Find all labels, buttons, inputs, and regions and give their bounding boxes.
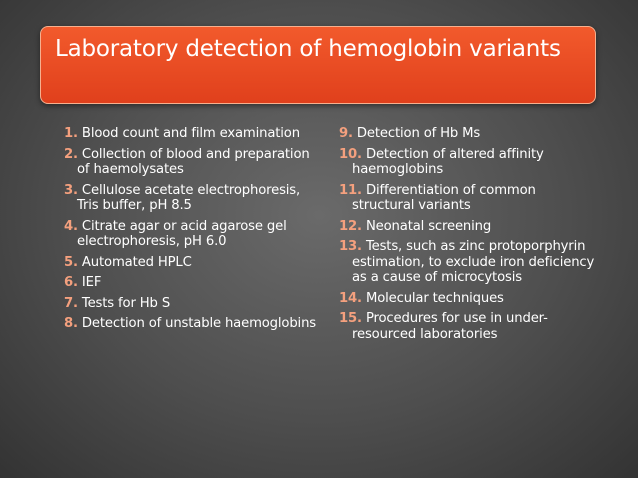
item-text: Detection of unstable haemoglobins [77, 316, 317, 331]
item-text: Detection of altered affinity haemoglobins [352, 146, 544, 177]
item-text: Automated HPLC [77, 254, 192, 270]
title-box [40, 26, 596, 104]
item-text: Differentiation of common structural variants [352, 182, 536, 213]
item-text: Cellulose acetate electrophoresis, Tris buffer, pH 8.5 [77, 182, 301, 213]
list-item [64, 147, 322, 178]
list-item [64, 219, 322, 250]
list-item [339, 291, 601, 307]
left-column [64, 126, 322, 337]
item-text: Citrate agar or acid agarose gel electrophoresis, pH 6.0 [77, 218, 287, 249]
item-number: 2. [64, 146, 78, 162]
item-text: Blood count and film examination [77, 126, 300, 141]
list-item [339, 183, 601, 214]
list-item [64, 255, 322, 271]
item-number: 12. [339, 218, 362, 234]
item-text: Molecular techniques [361, 290, 504, 306]
list-item [339, 147, 601, 178]
list-item [339, 126, 601, 142]
item-number: 6. [64, 275, 78, 290]
slide-title: Laboratory detection of hemoglobin variants [55, 36, 561, 62]
item-text: Collection of blood and preparation of haemolysates [77, 146, 310, 177]
item-text: Tests, such as zinc protoporphyrin estimation, to exclude iron deficiency as a cause of microcytosis [352, 239, 595, 285]
item-number: 11. [339, 182, 362, 198]
item-number: 13. [339, 239, 362, 254]
item-text: Tests for Hb S [77, 295, 171, 311]
item-number: 8. [64, 316, 78, 331]
item-text: Neonatal screening [361, 218, 492, 234]
list-item [64, 296, 322, 312]
item-number: 9. [339, 126, 353, 141]
item-number: 15. [339, 311, 362, 326]
item-text: Detection of Hb Ms [352, 126, 481, 141]
item-number: 7. [64, 295, 78, 311]
item-text: Procedures for use in under-resourced laboratories [352, 311, 548, 342]
list-item [64, 275, 322, 291]
list-item [339, 219, 601, 235]
item-number: 4. [64, 218, 78, 234]
item-number: 5. [64, 254, 78, 270]
right-column [339, 126, 601, 347]
item-number: 14. [339, 290, 362, 306]
item-number: 10. [339, 146, 362, 162]
list-item [339, 239, 601, 286]
list-item [64, 316, 322, 332]
item-text: IEF [77, 275, 102, 290]
item-number: 3. [64, 182, 78, 198]
list-item [64, 126, 322, 142]
list-item [339, 311, 601, 342]
item-number: 1. [64, 126, 78, 141]
list-item [64, 183, 322, 214]
